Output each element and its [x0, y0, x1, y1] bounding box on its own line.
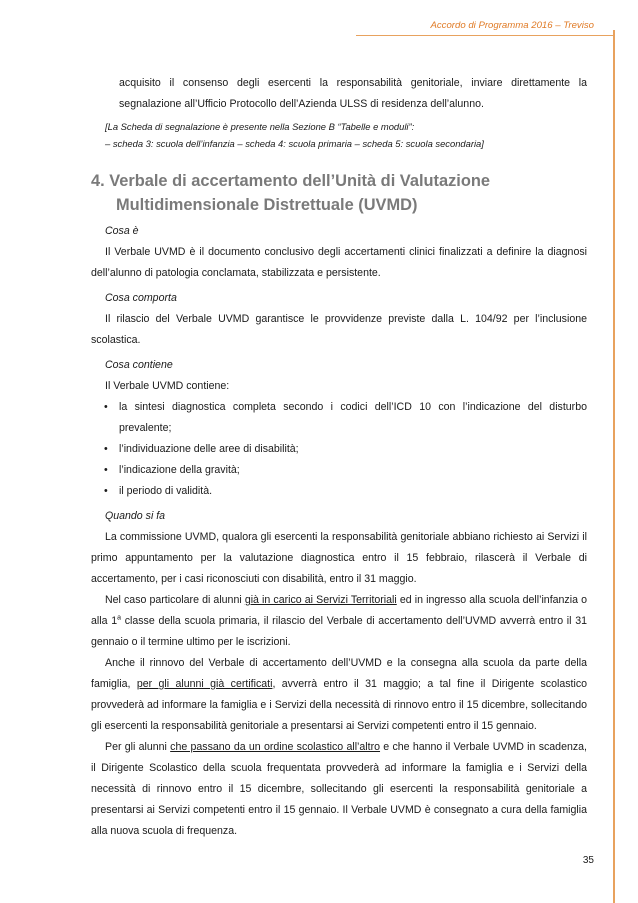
running-header: Accordo di Programma 2016 – Treviso	[430, 20, 594, 31]
page-number: 35	[582, 855, 594, 866]
list-item: • la sintesi diagnostica completa secondo i codici dell’ICD 10 con l’indicazione del disturbo prevalente;	[91, 397, 587, 439]
subheading-quando-si-fa: Quando si fa	[105, 510, 166, 522]
list-item: • il periodo di validità.	[91, 481, 587, 502]
header-divider	[356, 35, 615, 36]
contents-list	[91, 397, 587, 502]
bullet-icon: •	[104, 401, 108, 413]
subheading-cosa-contiene: Cosa contiene	[105, 359, 173, 371]
section-heading-line2: Multidimensionale Distrettuale (UVMD)	[116, 196, 418, 214]
subheading-cosa-e: Cosa è	[105, 225, 139, 237]
paragraph-cosa-e: Il Verbale UVMD è il documento conclusivo degli accertamenti clinici finalizzati a definire la diagnosi dell’alunno di patologia conclamata, stabilizzata e persistente.	[91, 246, 587, 279]
paragraph-cosa-contiene-intro: Il Verbale UVMD contiene:	[105, 380, 230, 392]
scheda-reference-line1: [La Scheda di segnalazione è presente nella Sezione B “Tabelle e moduli”:	[105, 121, 415, 132]
page-content	[91, 73, 587, 842]
section-heading-line1: 4. Verbale di accertamento dell’Unità di Valutazione	[91, 172, 490, 190]
scheda-reference-line2: – scheda 3: scuola dell’infanzia – scheda 4: scuola primaria – scheda 5: scuola secondaria]	[105, 138, 484, 149]
scheda-reference	[91, 118, 587, 152]
bullet-icon: •	[104, 464, 108, 476]
list-item: • l’indicazione della gravità;	[91, 460, 587, 481]
section-heading	[91, 169, 587, 217]
page-right-border	[613, 30, 615, 903]
paragraph-quando-1: La commissione UVMD, qualora gli esercenti la responsabilità genitoriale abbiano richiesto ai Servizi il primo appuntamento per la valutazione diagnostica entro il 15 febbraio, rilascerà il Verbale di accertamento, per i casi riconosciuti con disabilità, entro il 31 maggio.	[91, 531, 587, 585]
subheading-cosa-comporta: Cosa comporta	[105, 292, 177, 304]
bullet-icon: •	[104, 485, 108, 497]
list-item: • l’individuazione delle aree di disabilità;	[91, 439, 587, 460]
paragraph-cosa-comporta: Il rilascio del Verbale UVMD garantisce le provvidenze previste dalla L. 104/92 per l’inclusione scolastica.	[91, 313, 587, 346]
paragraph-quando-2: Nel caso particolare di alunni già in carico ai Servizi Territoriali ed in ingresso alla scuola dell’infanzia o alla 1$^a$ classe della scuola primaria, il rilascio del Verbale di accertamento dell’UVMD avverrà entro il 31 gennaio o il termine ultimo per le iscrizioni.	[91, 594, 587, 648]
paragraph-quando-4: Per gli alunni che passano da un ordine scolastico all’altro e che hanno il Verbale UVMD in scadenza, il Dirigente Scolastico della scuola frequentata provvederà ad informare la famiglia e i Servizi della necessità di rinnovo entro il 15 dicembre, sollecitando gli esercenti la responsabilità genitoriale a presentarsi ai Servizi competenti entro il 15 gennaio. Il Verbale UVMD è consegnato a cura della famiglia alla nuova scuola di frequenza.	[91, 741, 587, 837]
intro-paragraph: acquisito il consenso degli esercenti la responsabilità genitoriale, inviare direttamente la segnalazione all’Ufficio Protocollo dell’Azienda ULSS di residenza dell’alunno.	[119, 77, 587, 110]
paragraph-quando-3: Anche il rinnovo del Verbale di accertamento dell’UVMD e la consegna alla scuola da parte della famiglia, per gli alunni già certificati, avverrà entro il 31 maggio; a tal fine il Dirigente scolastico provvederà ad informare la famiglia e i Servizi della necessità di rinnovo entro il 15 dicembre, sollecitando gli esercenti la responsabilità genitoriale a presentarsi ai Servizi competenti entro il 15 gennaio.	[91, 657, 588, 732]
bullet-icon: •	[104, 443, 108, 455]
